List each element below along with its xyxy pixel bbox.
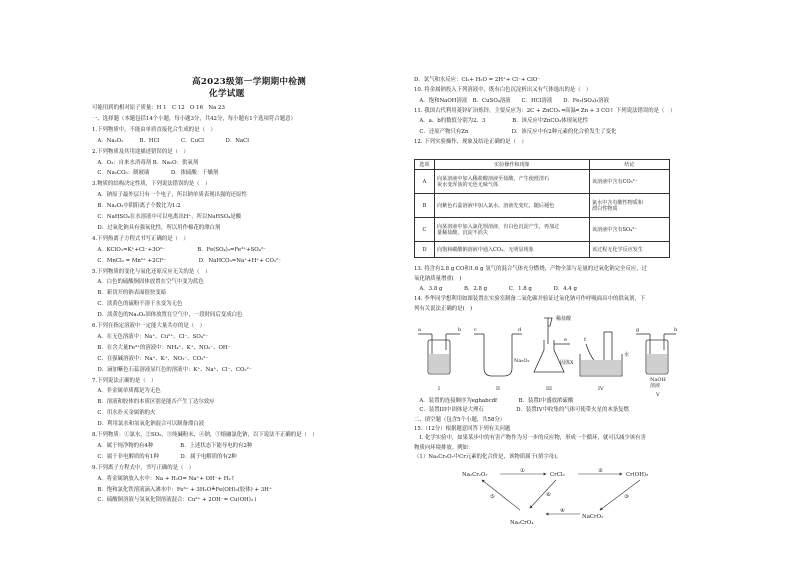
table-cell: D xyxy=(415,242,435,258)
node: Na₂Cr₂O₇ xyxy=(462,472,488,478)
text-line: C．在强碱溶液中：Na⁺、K⁺、NO₃⁻、CO₃²⁻ xyxy=(92,355,209,362)
exam-title: 高2023级第一学期期中检测 xyxy=(192,77,307,87)
step-label: ③ xyxy=(624,494,629,500)
text-line: C．属于非电解质的有1种 D．属于电解质的有2种 xyxy=(92,453,237,460)
table-cell: B xyxy=(415,194,435,218)
cell-line: 氯水中含有酸性物质和 xyxy=(592,199,643,206)
label-dilute-hcl: 稀盐酸 xyxy=(556,316,572,322)
text-line: 4.下列热离子方程式书写正确的是（ ） xyxy=(92,235,189,242)
text-line: D．氯气和水反应：Cl₂+ H₂O = 2H⁺+ Cl⁻+ ClO⁻ xyxy=(414,77,541,83)
text-line: A．在无色溶液中：Na⁺、Cu²⁺、Cl⁻、SO₄²⁻ xyxy=(92,333,208,340)
table-cell xyxy=(435,194,590,218)
label-water: 水 xyxy=(624,352,630,358)
arrow-step-5 xyxy=(482,480,520,510)
table-row xyxy=(415,218,670,242)
text-line: 7.下列说法正确的是（ ） xyxy=(92,377,157,384)
cell-line: 该溶液中含有SO₄²⁻ xyxy=(592,226,638,233)
roman-i: I xyxy=(438,386,440,392)
table-header: 选项 xyxy=(415,160,435,170)
text-line: A．属于纯净物的有4种 B．上述状态下能导电的有2种 xyxy=(92,442,253,449)
table-row xyxy=(415,242,670,258)
text-line: 15.（12分）根据题意回答下列有关问题 xyxy=(414,425,511,432)
label-solution: 溶液 xyxy=(650,383,661,389)
step-label: ② xyxy=(598,468,603,474)
text-line: B．饱和氯化铁溶液滴入沸水中：Fe³⁺ + 3H₂O≜Fe(OH)₃(胶体) + 3H⁺ xyxy=(92,486,272,493)
table-cell: C xyxy=(415,218,435,242)
label-solid-x: 固体X xyxy=(560,360,574,366)
arrow-step-3 xyxy=(600,480,640,510)
label-na2o2: Na₂O₂ xyxy=(514,358,530,364)
table-cell xyxy=(590,170,670,194)
table-cell: A xyxy=(415,170,435,194)
table-cell xyxy=(435,218,590,242)
text-line: B．Na₂O₂中阴阳离子个数比为1:2 xyxy=(92,203,181,210)
text-line: D．利用氯水和氢氧化钠混合可以制备漂白液 xyxy=(92,421,205,428)
text-line: 14. 李华同学想利用如图装置在实验室制备二氧化碳并验证过氧化钠可作呼吸面具中的供氧剂，下 xyxy=(414,296,646,303)
step-label: ④ xyxy=(560,508,565,514)
port-e: e xyxy=(564,337,567,343)
text-line: D．淡黄色的Na₂O₂固体放置在空气中，一段时间后变成白色 xyxy=(92,312,243,319)
node: CrCl₃ xyxy=(550,472,565,478)
port-d: d xyxy=(518,327,522,333)
text-line: 13. 将含有2.8 g CO和1.6 g 氢气的混合气体充分燃烧，产物全部与足量的过氧化钠完全反应，过 xyxy=(414,266,648,272)
text-line: A．3.8 g B．2.8 g C．1.8 g D．4.4 g xyxy=(414,286,577,293)
chromium-cycle-diagram xyxy=(460,466,680,526)
port-f: f xyxy=(584,337,586,343)
exam-subtitle: 化学试题 xyxy=(209,89,245,99)
text-line: C．硫酸铜溶液与氢氧化钡溶液混合：Cu²⁺ + 2OH⁻= Cu(OH)₂↓ xyxy=(92,497,258,504)
text-line: C．装置III中固体是大理石 D．装置IV中收集的气体可使带火星的木条复燃 xyxy=(414,407,629,414)
text-line: 二、填空题（包含5个小题，共58分） xyxy=(414,416,506,423)
text-line: 5.下列物质的变化与氧化还原反应无关的是（ ） xyxy=(92,268,211,275)
cell-line: 该过程无化学反应发生 xyxy=(592,246,643,253)
cell-line: 向紫色石蕊溶液中加入氯水，溶液先变红，随后褪色 xyxy=(437,202,555,209)
text-line: C．MnCl₂ = Mn²⁺ +2Cl²⁻ D．NaHCO₃=Na⁺+H⁺+ CO₃²⁻ xyxy=(92,257,282,264)
table-header: 结论 xyxy=(590,160,670,170)
text-line: B．溶液和胶体的本质区别是能否产生丁达尔效应 xyxy=(92,399,215,406)
text-line: C．淡黄色的硫粉不溶于水变为无色 xyxy=(92,301,183,308)
text-line: 1.下列物质中，不能由单质直接化合生成的是（ ） xyxy=(92,126,216,133)
text-line: 6.下列在指定溶液中一定能大量共存的是（ ） xyxy=(92,323,205,329)
text-line: A．O₃：自来水消毒剂 B．Na₂O：供氧剂 xyxy=(92,159,199,166)
port-c: c xyxy=(474,327,477,333)
port-a: a xyxy=(418,327,421,333)
roman-ii: II xyxy=(496,386,500,392)
text-line: 列有关说法正确的是( ) xyxy=(414,306,473,313)
label-naoh: NaOH xyxy=(650,377,666,383)
cell-line: 量稀盐酸，沉淀不消失 xyxy=(437,229,488,236)
arrow-step-6 xyxy=(530,480,556,508)
text-line: A．钠原子最外层只有一个电子，所以钠单质表现出强的还原性 xyxy=(92,192,247,199)
table-row xyxy=(415,170,670,194)
funnel xyxy=(544,318,552,344)
port-g: g xyxy=(636,327,640,333)
text-line: 9.下列离子方程式中，书写正确的是（ ） xyxy=(92,464,195,471)
text-line: C．NaHSO₄在水溶液中可以电离出H⁺，所以NaHSO₄是酸 xyxy=(92,214,242,220)
text-line: 3.物质的结构决定性质，下列说法错误的是（ ） xyxy=(92,181,211,188)
table-header: 实验操作和现象 xyxy=(435,160,590,170)
text-line: 8.下列物质：①氯水，②SO₂，③纯碱粉末，④钠，⑤熔融氯化钠，以下说法不正确的是（ ） xyxy=(92,432,318,438)
text-line: A．白色的硫酸铜固体放置在空气中变为蓝色 xyxy=(92,279,204,286)
text-line: A．a、b的数值分别为2、3 B．该反应中ZnCO₃体现氧化性 xyxy=(414,118,589,125)
text-line: B．新切开的钠表面很快变暗 xyxy=(92,290,167,297)
text-line: C．还原产物只有Zn D．该反应中有2种元素的化合价发生了变化 xyxy=(414,128,617,135)
step-label: ① xyxy=(520,468,525,474)
text-line: C．用水扑灭金属钠的火 xyxy=(92,410,156,417)
cell-line: 向某溶液中加入稀盐酸溶液至盐酸，产生使澄清石 xyxy=(437,175,550,182)
table-cell xyxy=(590,242,670,258)
step-label: ⑤ xyxy=(490,494,495,500)
text-line: I. 化学实验中，如果某步中的有害产物作为另一步的反应物，形成一个循环，就可以减少该有害 xyxy=(414,435,646,442)
roman-iv: IV xyxy=(598,386,604,392)
cell-line: 向饱和碳酸钠溶液中通入CO₂，无明显现象 xyxy=(437,246,534,253)
roman-iii: III xyxy=(546,386,552,392)
text-line: 一、选择题（本题包括14个小题，每小题3分，共42分，每小题有1个选项符合题意） xyxy=(92,115,296,122)
text-line: A．非金属单质都是为无色 xyxy=(92,388,161,395)
node: NaCrO₂ xyxy=(582,514,604,520)
text-line: 可能用到的相对原子质量：H 1 C 12 O 16 Na 23 xyxy=(92,105,225,111)
table-cell xyxy=(590,218,670,242)
text-line: 氧化钠质量增重( ) xyxy=(414,276,462,283)
step-label: ⑥ xyxy=(546,492,551,498)
text-line: 11. 我国古代利用菱锌矿冶炼锌，主要反应为：2C + ZnCO₃ ═高温═ Zn + 3 CO↑ 下列说法错误的是（ ） xyxy=(414,107,676,114)
node: Na₂CrO₄ xyxy=(510,520,534,526)
text-line: A．将金属钠放入水中：Na + H₂O= Na⁺+ OH⁻+ H₂↑ xyxy=(92,475,236,482)
roman-v: V xyxy=(656,392,660,396)
text-line: B．在含大量Fe³⁺的溶液中：NH₄⁺、K⁺、NO₃⁻、OH⁻ xyxy=(92,344,231,351)
u-tube-ii xyxy=(484,334,512,376)
text-line: 10. 将金属钠投入下列溶液中，既有白色沉淀析出又有气体逸出的是（ ） xyxy=(414,87,592,94)
table-header-row xyxy=(415,160,670,170)
table-cell xyxy=(590,194,670,218)
text-line: A．饱和NaOH溶液 B．CuSO₄溶液 C．HCl溶液 D．Fe₂(SO₄)₃溶液 xyxy=(414,97,610,104)
flask-iii xyxy=(534,340,564,372)
q12-table xyxy=(414,159,670,258)
text-line: 物质向环境排放。例如： xyxy=(414,444,474,451)
text-line: 2.下列物质及其用途描述错误的是（ ） xyxy=(92,148,189,155)
text-line: 12. 下列实验操作、现象及结论正确的是（ ） xyxy=(414,138,527,145)
apparatus-diagram xyxy=(414,310,684,396)
text-line: （1）Na₂Cr₂O₇中Cr元素的化合价是，该物质属于(填字母)。 xyxy=(414,453,562,460)
table-cell xyxy=(435,170,590,194)
text-line: A．KClO₃=K⁺+Cl⁻+3O²⁻ B．Fe(SO₄)₃=Fe³⁺+SO₄²⁻ xyxy=(92,246,266,253)
port-h: h xyxy=(674,327,678,333)
text-line: D．滴加紫色石蕊溶液显红色的溶液中：K⁺、Na⁺、Cl⁻、CO₃²⁻ xyxy=(92,366,252,373)
cell-line: 向某溶液中加入氯化钡溶液，有白色沉淀产生，再加过 xyxy=(437,223,560,230)
table-row xyxy=(415,194,670,218)
text-line: D．过氧化钠具有强氧化性，所以用作棉花的漂白剂 xyxy=(92,224,221,231)
text-line: C．Na₂CO₃：制玻璃 D．浓硫酸：干燥剂 xyxy=(92,170,219,177)
node: Cr(OH)₃ xyxy=(626,472,649,478)
text-line: A．装置的连接顺序为eghabcdf B．装置I中盛放浓硫酸 xyxy=(414,398,574,404)
port-b: b xyxy=(458,327,462,333)
table-cell xyxy=(435,242,590,258)
cell-line: 该溶液中含有CO₃²⁻ xyxy=(592,178,638,185)
cell-line: 灰水变浑浊的无色无味气体 xyxy=(437,181,499,188)
cell-line: 漂白性物质 xyxy=(592,205,618,212)
text-line: A．Na₂O₂ B．HCl C．CuCl D．NaCl xyxy=(92,137,249,144)
